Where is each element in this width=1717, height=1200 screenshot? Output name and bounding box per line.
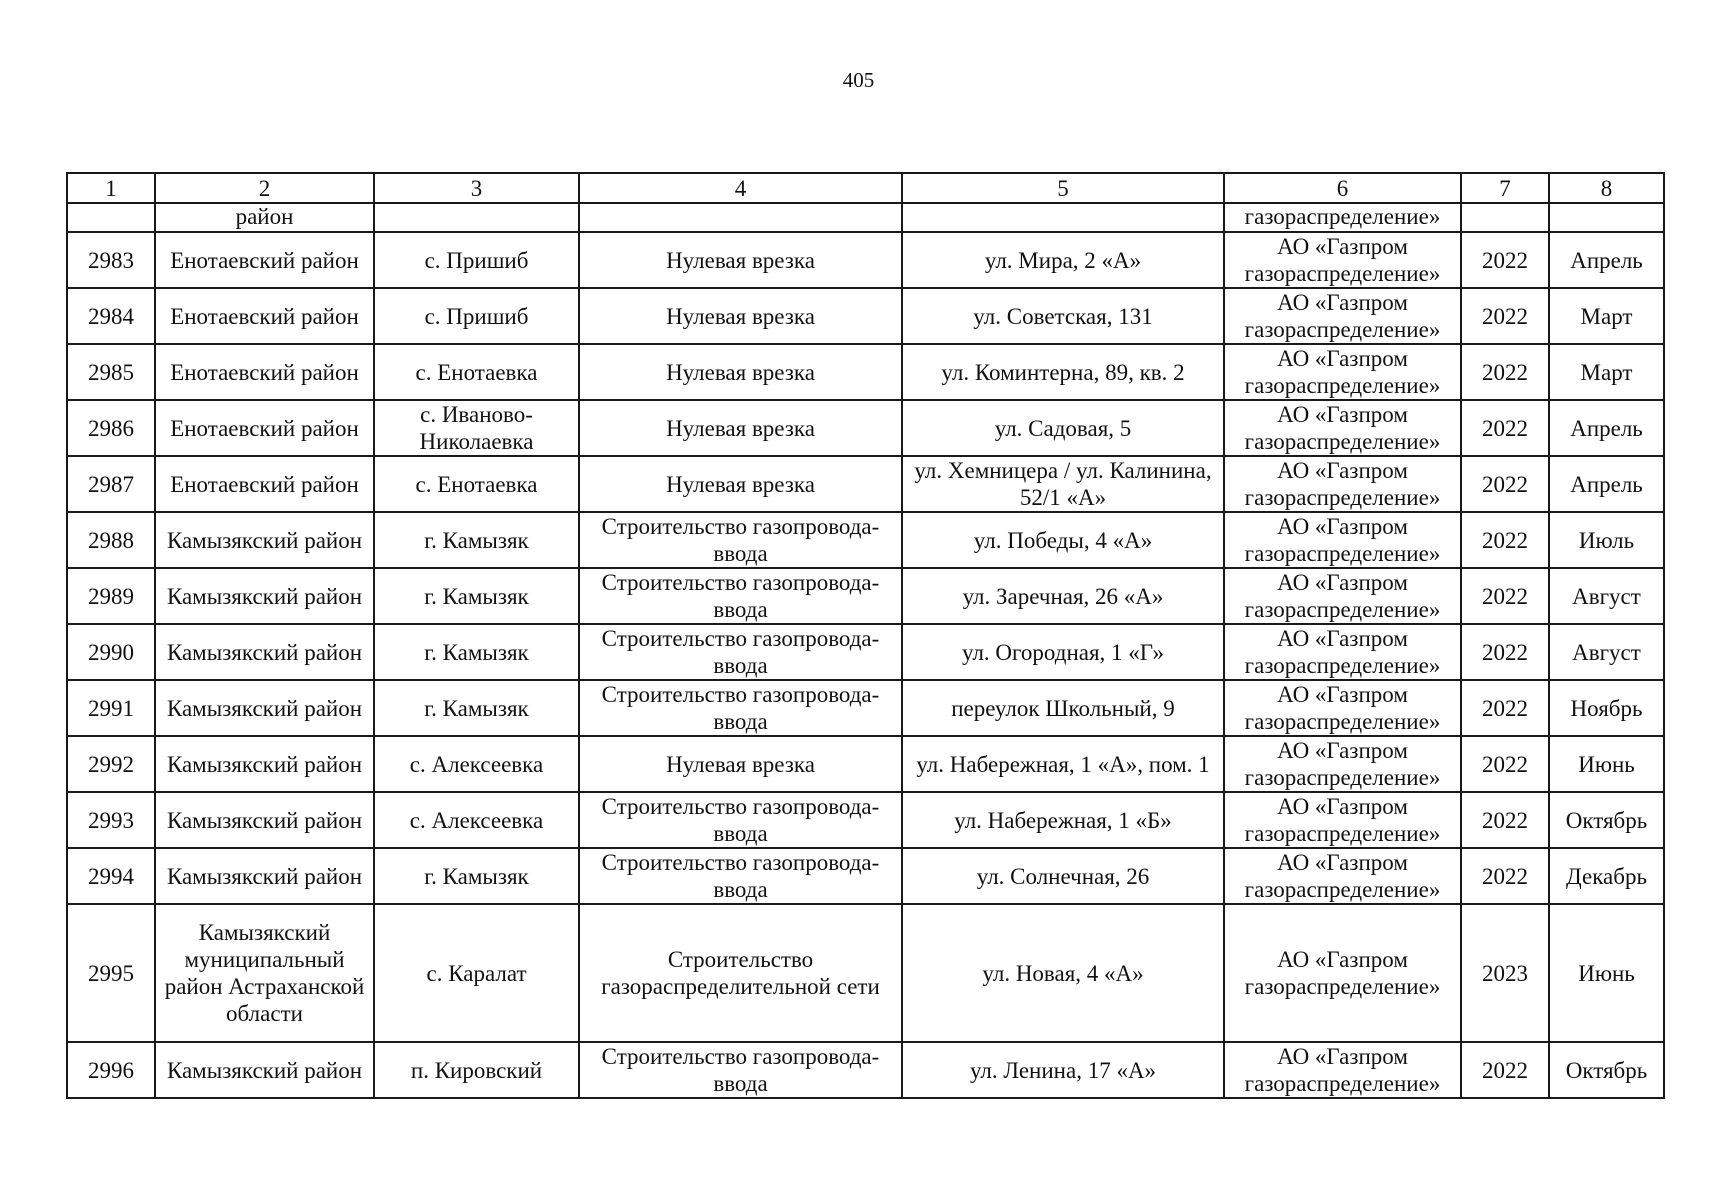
work-type-cell: Нулевая врезка [579,400,902,456]
work-type-cell: Нулевая врезка [579,232,902,288]
address-cell: ул. Набережная, 1 «Б» [902,792,1224,848]
table-cell: район [155,203,374,232]
year-cell: 2022 [1461,456,1549,512]
table-row [67,904,1664,1042]
district-cell: Камызякский район [155,1042,374,1098]
settlement-cell: с. Пришиб [374,232,579,288]
month-cell: Апрель [1549,232,1664,288]
work-type-cell: Нулевая врезка [579,344,902,400]
address-cell: ул. Садовая, 5 [902,400,1224,456]
address-cell: ул. Заречная, 26 «А» [902,568,1224,624]
address-cell: ул. Мира, 2 «А» [902,232,1224,288]
table-cell [902,203,1224,232]
table-row [67,400,1664,456]
row-number-cell: 2984 [67,288,155,344]
year-cell: 2022 [1461,848,1549,904]
organization-cell: АО «Газпром газораспределение» [1224,624,1461,680]
header-cell: 7 [1461,173,1549,203]
year-cell: 2022 [1461,624,1549,680]
table-cell [579,203,902,232]
settlement-cell: с. Каралат [374,904,579,1042]
settlement-cell: с. Пришиб [374,288,579,344]
row-number-cell: 2987 [67,456,155,512]
year-cell: 2022 [1461,792,1549,848]
table-cell [374,203,579,232]
year-cell: 2022 [1461,344,1549,400]
address-cell: ул. Набережная, 1 «А», пом. 1 [902,736,1224,792]
month-cell: Март [1549,288,1664,344]
work-type-cell: Строительство газопровода-ввода [579,792,902,848]
work-type-cell: Строительство газопровода-ввода [579,624,902,680]
header-cell: 4 [579,173,902,203]
work-type-cell: Строительство газопровода-ввода [579,680,902,736]
month-cell: Апрель [1549,400,1664,456]
district-cell: Камызякский муниципальный район Астраханской области [155,904,374,1042]
settlement-cell: с. Енотаевка [374,344,579,400]
header-cell: 2 [155,173,374,203]
table-row [67,624,1664,680]
work-type-cell: Строительство газопровода-ввода [579,568,902,624]
settlement-cell: г. Камызяк [374,568,579,624]
district-cell: Камызякский район [155,848,374,904]
gasification-table [66,172,1665,1099]
year-cell: 2022 [1461,736,1549,792]
row-number-cell: 2992 [67,736,155,792]
address-cell: ул. Победы, 4 «А» [902,512,1224,568]
table-cell [1461,203,1549,232]
header-cell: 1 [67,173,155,203]
month-cell: Апрель [1549,456,1664,512]
work-type-cell: Нулевая врезка [579,456,902,512]
settlement-cell: п. Кировский [374,1042,579,1098]
work-type-cell: Нулевая врезка [579,736,902,792]
settlement-cell: с. Алексеевка [374,736,579,792]
work-type-cell: Нулевая врезка [579,288,902,344]
header-cell: 3 [374,173,579,203]
table-row [67,344,1664,400]
row-number-cell: 2994 [67,848,155,904]
month-cell: Июль [1549,512,1664,568]
table-row [67,232,1664,288]
district-cell: Енотаевский район [155,456,374,512]
row-number-cell: 2985 [67,344,155,400]
continuation-row [67,203,1664,232]
table-cell [1549,203,1664,232]
organization-cell: АО «Газпром газораспределение» [1224,400,1461,456]
table-row [67,848,1664,904]
table-row [67,568,1664,624]
settlement-cell: с. Алексеевка [374,792,579,848]
organization-cell: АО «Газпром газораспределение» [1224,288,1461,344]
month-cell: Август [1549,624,1664,680]
month-cell: Июнь [1549,904,1664,1042]
page-number: 405 [842,68,875,92]
work-type-cell: Строительство газопровода-ввода [579,512,902,568]
year-cell: 2022 [1461,288,1549,344]
organization-cell: АО «Газпром газораспределение» [1224,344,1461,400]
month-cell: Август [1549,568,1664,624]
organization-cell: АО «Газпром газораспределение» [1224,736,1461,792]
year-cell: 2023 [1461,904,1549,1042]
settlement-cell: г. Камызяк [374,848,579,904]
row-number-cell: 2986 [67,400,155,456]
year-cell: 2022 [1461,568,1549,624]
address-cell: ул. Солнечная, 26 [902,848,1224,904]
district-cell: Камызякский район [155,568,374,624]
settlement-cell: с. Енотаевка [374,456,579,512]
table-row [67,456,1664,512]
settlement-cell: г. Камызяк [374,512,579,568]
month-cell: Октябрь [1549,792,1664,848]
settlement-cell: г. Камызяк [374,624,579,680]
settlement-cell: г. Камызяк [374,680,579,736]
address-cell: ул. Огородная, 1 «Г» [902,624,1224,680]
table-cell [67,203,155,232]
organization-cell: АО «Газпром газораспределение» [1224,792,1461,848]
year-cell: 2022 [1461,680,1549,736]
organization-cell: АО «Газпром газораспределение» [1224,680,1461,736]
organization-cell: АО «Газпром газораспределение» [1224,568,1461,624]
year-cell: 2022 [1461,400,1549,456]
header-cell: 6 [1224,173,1461,203]
address-cell: ул. Советская, 131 [902,288,1224,344]
table-row [67,680,1664,736]
row-number-cell: 2991 [67,680,155,736]
year-cell: 2022 [1461,232,1549,288]
district-cell: Енотаевский район [155,344,374,400]
organization-cell: АО «Газпром газораспределение» [1224,512,1461,568]
organization-cell: АО «Газпром газораспределение» [1224,232,1461,288]
district-cell: Камызякский район [155,624,374,680]
settlement-cell: с. Иваново-Николаевка [374,400,579,456]
row-number-cell: 2996 [67,1042,155,1098]
year-cell: 2022 [1461,1042,1549,1098]
address-cell: ул. Новая, 4 «А» [902,904,1224,1042]
header-row [67,173,1664,203]
address-cell: ул. Ленина, 17 «А» [902,1042,1224,1098]
table-row [67,1042,1664,1098]
table-row [67,288,1664,344]
table-row [67,792,1664,848]
month-cell: Декабрь [1549,848,1664,904]
month-cell: Октябрь [1549,1042,1664,1098]
month-cell: Март [1549,344,1664,400]
district-cell: Камызякский район [155,736,374,792]
row-number-cell: 2983 [67,232,155,288]
organization-cell: АО «Газпром газораспределение» [1224,904,1461,1042]
header-cell: 8 [1549,173,1664,203]
year-cell: 2022 [1461,512,1549,568]
row-number-cell: 2993 [67,792,155,848]
district-cell: Камызякский район [155,512,374,568]
address-cell: ул. Коминтерна, 89, кв. 2 [902,344,1224,400]
work-type-cell: Строительство газораспределительной сети [579,904,902,1042]
district-cell: Енотаевский район [155,288,374,344]
row-number-cell: 2988 [67,512,155,568]
row-number-cell: 2989 [67,568,155,624]
work-type-cell: Строительство газопровода-ввода [579,848,902,904]
row-number-cell: 2995 [67,904,155,1042]
district-cell: Енотаевский район [155,400,374,456]
header-cell: 5 [902,173,1224,203]
district-cell: Камызякский район [155,792,374,848]
month-cell: Ноябрь [1549,680,1664,736]
work-type-cell: Строительство газопровода-ввода [579,1042,902,1098]
organization-cell: АО «Газпром газораспределение» [1224,848,1461,904]
address-cell: переулок Школьный, 9 [902,680,1224,736]
month-cell: Июнь [1549,736,1664,792]
address-cell: ул. Хемницера / ул. Калинина, 52/1 «А» [902,456,1224,512]
table-cell: газораспределение» [1224,203,1461,232]
organization-cell: АО «Газпром газораспределение» [1224,456,1461,512]
table-row [67,736,1664,792]
district-cell: Камызякский район [155,680,374,736]
organization-cell: АО «Газпром газораспределение» [1224,1042,1461,1098]
row-number-cell: 2990 [67,624,155,680]
district-cell: Енотаевский район [155,232,374,288]
table-row [67,512,1664,568]
